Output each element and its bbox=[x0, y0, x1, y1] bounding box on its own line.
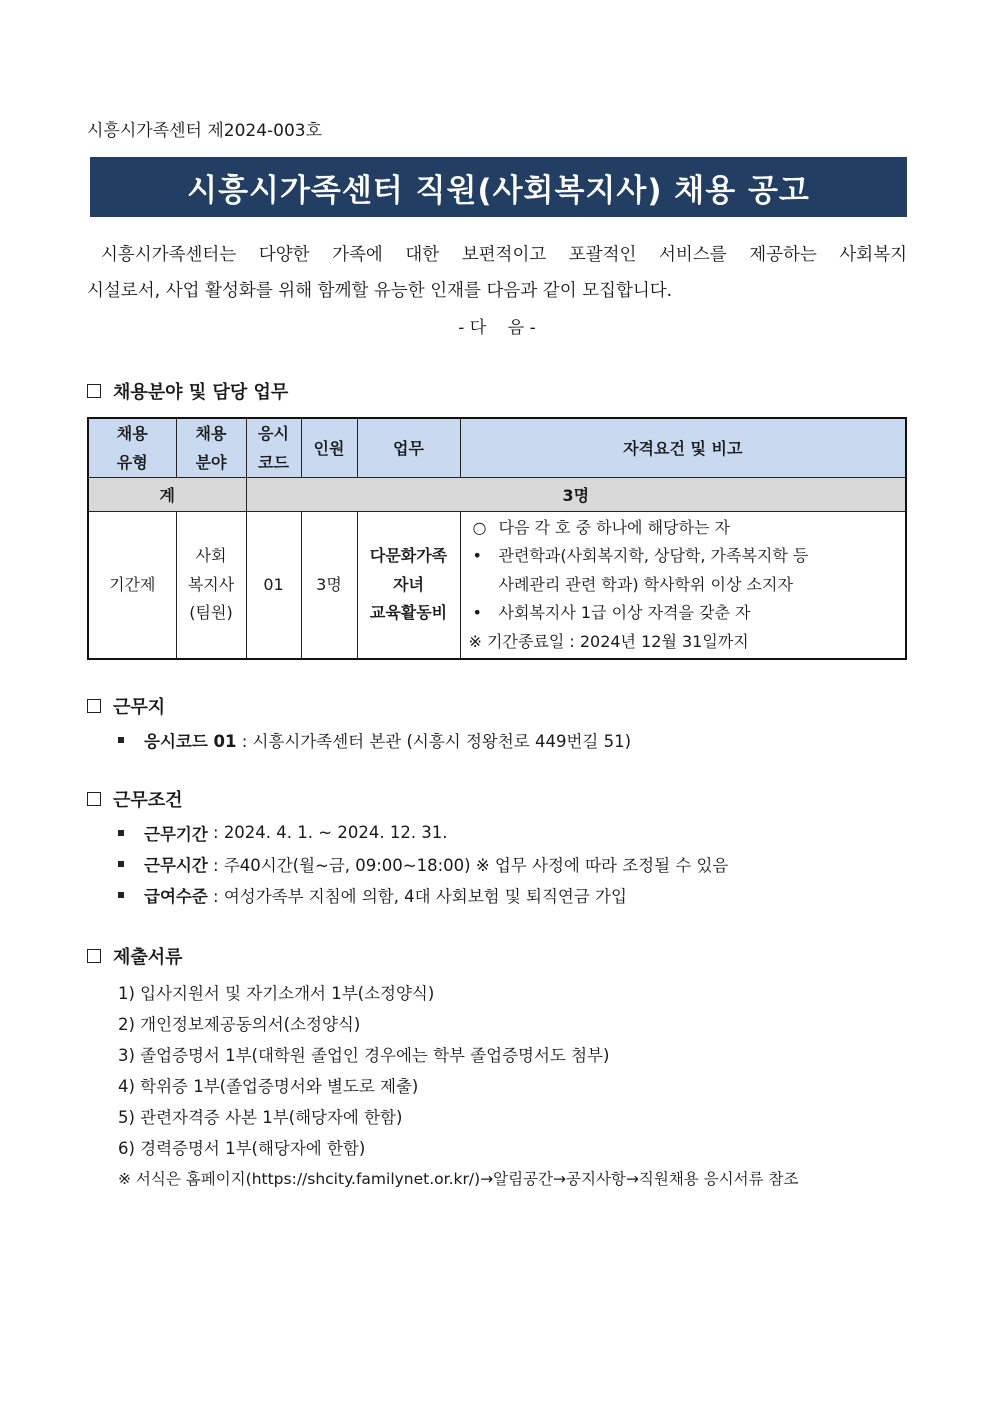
item-text: : 주40시간(월~금, 09:00~18:00) ※ 업무 사정에 따라 조정될 수 있음 bbox=[207, 855, 729, 875]
total-label: 계 bbox=[88, 478, 246, 512]
checkbox-square-icon bbox=[87, 699, 101, 713]
section-title: 근무지 bbox=[113, 697, 166, 718]
section-workplace-heading bbox=[87, 693, 165, 719]
item-label: 근무시간 bbox=[144, 855, 208, 875]
qual-note: ※ 기간종료일 : 2024년 12월 31일까지 bbox=[468, 631, 749, 651]
square-bullet-icon bbox=[118, 892, 124, 898]
list-item: 4) 학위증 1부(졸업증명서와 별도로 제출) bbox=[118, 1076, 419, 1096]
item-label: 급여수준 bbox=[144, 886, 208, 906]
section-title: 근무조건 bbox=[113, 790, 183, 811]
checkbox-square-icon bbox=[87, 384, 101, 398]
cell-qualifications bbox=[460, 512, 906, 660]
item-label: 응시코드 01 bbox=[144, 731, 237, 751]
header-cell: 업무 bbox=[357, 418, 460, 478]
list-item: 6) 경력증명서 1부(해당자에 한함) bbox=[118, 1138, 366, 1158]
cell-code: 01 bbox=[246, 512, 301, 660]
cell-count: 3명 bbox=[301, 512, 357, 660]
item-label: 근무기간 bbox=[144, 824, 208, 844]
intro-line-1: 시흥시가족센터는 다양한 가족에 대한 보편적이고 포괄적인 서비스를 제공하는 사회복지 bbox=[101, 245, 907, 265]
bullet-icon: • bbox=[472, 603, 482, 623]
intro-line-2: 시설로서, 사업 활성화를 위해 함께할 유능한 인재를 다음과 같이 모집합니다. bbox=[87, 281, 673, 301]
cell-type: 기간제 bbox=[88, 512, 176, 660]
total-value: 3명 bbox=[246, 478, 906, 512]
circle-icon: ○ bbox=[472, 517, 487, 537]
bullet-icon: • bbox=[472, 546, 482, 566]
qual-item bbox=[469, 599, 906, 628]
item-text: : 여성가족부 지침에 의함, 4대 사회보험 및 퇴직연금 가입 bbox=[207, 886, 627, 906]
qual-item-text: 관련학과(사회복지학, 상담학, 가족복지학 등 bbox=[498, 546, 809, 566]
list-item: 5) 관련자격증 사본 1부(해당자에 한함) bbox=[118, 1107, 403, 1127]
header-cell: 채용 분야 bbox=[176, 418, 246, 478]
list-item: 3) 졸업증명서 1부(대학원 졸업인 경우에는 학부 졸업증명서도 첨부) bbox=[118, 1045, 610, 1065]
list-item bbox=[118, 879, 728, 910]
section-documents-heading bbox=[87, 943, 183, 969]
qual-item bbox=[469, 542, 906, 571]
list-item bbox=[118, 724, 631, 755]
checkbox-square-icon bbox=[87, 949, 101, 963]
page-title: 시흥시가족센터 직원(사회복지사) 채용 공고 bbox=[187, 172, 810, 209]
table-row bbox=[88, 512, 906, 660]
section-conditions-heading bbox=[87, 786, 183, 812]
documents-list bbox=[118, 976, 798, 1193]
cell-task: 다문화가족 자녀 교육활동비 bbox=[357, 512, 460, 660]
item-text: : 시흥시가족센터 본관 (시흥시 정왕천로 449번길 51) bbox=[236, 731, 632, 751]
header-cell: 응시 코드 bbox=[246, 418, 301, 478]
item-text: : 2024. 4. 1. ~ 2024. 12. 31. bbox=[207, 823, 448, 842]
list-item: 1) 입사지원서 및 자기소개서 1부(소정양식) bbox=[118, 983, 435, 1003]
section-title: 제출서류 bbox=[113, 947, 183, 968]
list-item bbox=[118, 817, 728, 848]
workplace-list bbox=[118, 724, 631, 755]
square-bullet-icon bbox=[118, 830, 124, 836]
square-bullet-icon bbox=[118, 861, 124, 867]
list-item bbox=[118, 848, 728, 879]
conditions-list bbox=[118, 817, 728, 910]
table-total-row bbox=[88, 478, 906, 512]
header-cell: 채용 유형 bbox=[88, 418, 176, 478]
da-eum-heading: - 다 음 - bbox=[458, 318, 536, 338]
recruitment-table bbox=[87, 417, 907, 660]
qual-item-text: 사회복지사 1급 이상 자격을 갖춘 자 bbox=[498, 603, 751, 623]
section-recruitment-heading bbox=[87, 378, 288, 404]
header-cell: 인원 bbox=[301, 418, 357, 478]
table-header-row bbox=[88, 418, 906, 478]
header-cell: 자격요건 및 비고 bbox=[460, 418, 906, 478]
documents-note: ※ 서식은 홈페이지(https://shcity.familynet.or.kr/)→알림공간→공지사항→직원채용 응시서류 참조 bbox=[118, 1169, 799, 1188]
document-number: 시흥시가족센터 제2024-003호 bbox=[87, 121, 323, 141]
checkbox-square-icon bbox=[87, 792, 101, 806]
cell-field: 사회 복지사 (팀원) bbox=[176, 512, 246, 660]
square-bullet-icon bbox=[118, 737, 124, 743]
list-item: 2) 개인정보제공동의서(소정양식) bbox=[118, 1014, 361, 1034]
section-title: 채용분야 및 담당 업무 bbox=[113, 382, 289, 403]
title-banner bbox=[90, 157, 907, 217]
qual-lead-text: 다음 각 호 중 하나에 해당하는 자 bbox=[498, 517, 730, 537]
qual-lead bbox=[469, 514, 906, 543]
qual-item-continuation: 사례관리 관련 학과) 학사학위 이상 소지자 bbox=[498, 574, 793, 594]
intro-paragraph bbox=[87, 237, 907, 309]
